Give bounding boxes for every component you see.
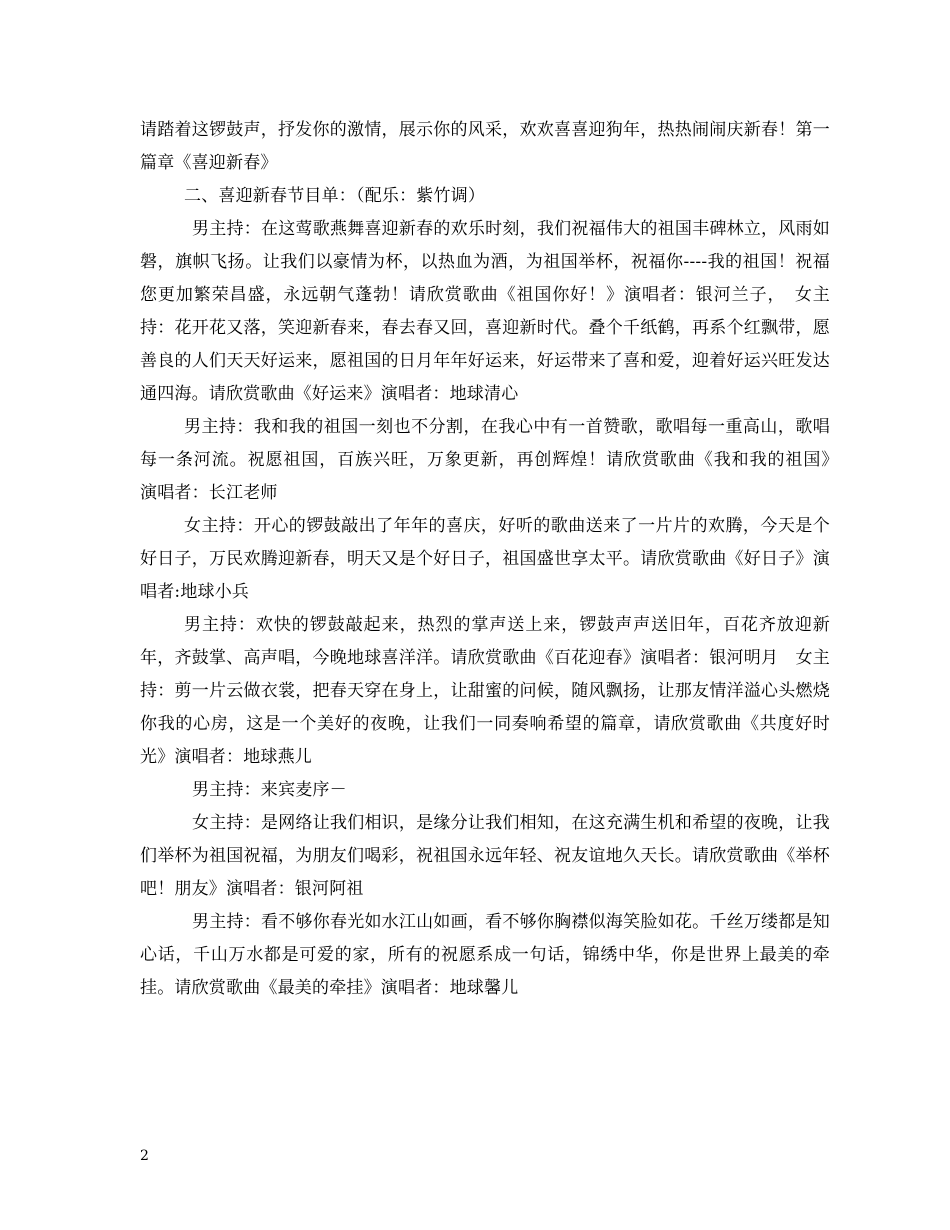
paragraph-host-dialogue-4: 男主持：欢快的锣鼓敲起来，热烈的掌声送上来，锣鼓声声送旧年，百花齐放迎新年，齐鼓掌、高声唱，今晚地球喜洋洋。请欣赏歌曲《百花迎春》演唱者：银河明月 女主持：剪一片云做衣裳，把春天穿在身上，让甜蜜的问候，随风飘扬，让那友情洋溢心头燃烧你我的心房，这是一个美好的夜晚，让我们一同奏响希望的篇章，请欣赏歌曲《共度好时光》演唱者：地球燕儿	[140, 615, 830, 767]
paragraph-host-dialogue-1: 男主持：在这莺歌燕舞喜迎新春的欢乐时刻，我们祝福伟大的祖国丰碑林立，风雨如磐，旗帜飞扬。让我们以豪情为杯，以热血为酒，为祖国举杯，祝福你----我的祖国！祝福您更加繁荣昌盛，永远朝气蓬勃！请欣赏歌曲《祖国你好！》演唱者：银河兰子， 女主持：花开花又落，笑迎新春来，春去春又回，喜迎新时代。叠个千纸鹤，再系个红飘带，愿善良的人们天天好运来，愿祖国的日月年年好运来，好运带来了喜和爱，迎着好运兴旺发达通四海。请欣赏歌曲《好运来》演唱者：地球清心	[140, 219, 830, 404]
paragraph-host-dialogue-3: 女主持：开心的锣鼓敲出了年年的喜庆，好听的歌曲送来了一片片的欢腾，今天是个好日子，万民欢腾迎新春，明天又是个好日子，祖国盛世享太平。请欣赏歌曲《好日子》演唱者:地球小兵	[140, 516, 830, 602]
paragraph-host-dialogue-6: 男主持：看不够你春光如水江山如画，看不够你胸襟似海笑脸如花。千丝万缕都是知心话，千山万水都是可爱的家，所有的祝愿系成一句话，锦绣中华，你是世界上最美的牵挂。请欣赏歌曲《最美的牵挂》演唱者：地球馨儿	[140, 912, 830, 998]
page-number: 2	[140, 1148, 149, 1164]
paragraph-guest-microphone: 男主持：来宾麦序－	[192, 780, 347, 800]
paragraph-opening: 请踏着这锣鼓声，抒发你的激情，展示你的风采，欢欢喜喜迎狗年，热热闹闹庆新春！第一篇章《喜迎新春》	[140, 120, 830, 173]
paragraph-program-list-heading: 二、喜迎新春节目单：（配乐：紫竹调）	[184, 186, 486, 206]
paragraph-host-dialogue-2: 男主持：我和我的祖国一刻也不分割，在我心中有一首赞歌，歌唱每一重高山，歌唱每一条河流。祝愿祖国，百族兴旺，万象更新，再创辉煌！请欣赏歌曲《我和我的祖国》 演唱者：长江老师	[140, 417, 848, 503]
paragraph-host-dialogue-5: 女主持：是网络让我们相识，是缘分让我们相知，在这充满生机和希望的夜晚，让我们举杯为祖国祝福，为朋友们喝彩，祝祖国永远年轻、祝友谊地久天长。请欣赏歌曲《举杯吧！朋友》演唱者：银河阿祖	[140, 813, 830, 899]
document-body	[140, 114, 848, 1005]
